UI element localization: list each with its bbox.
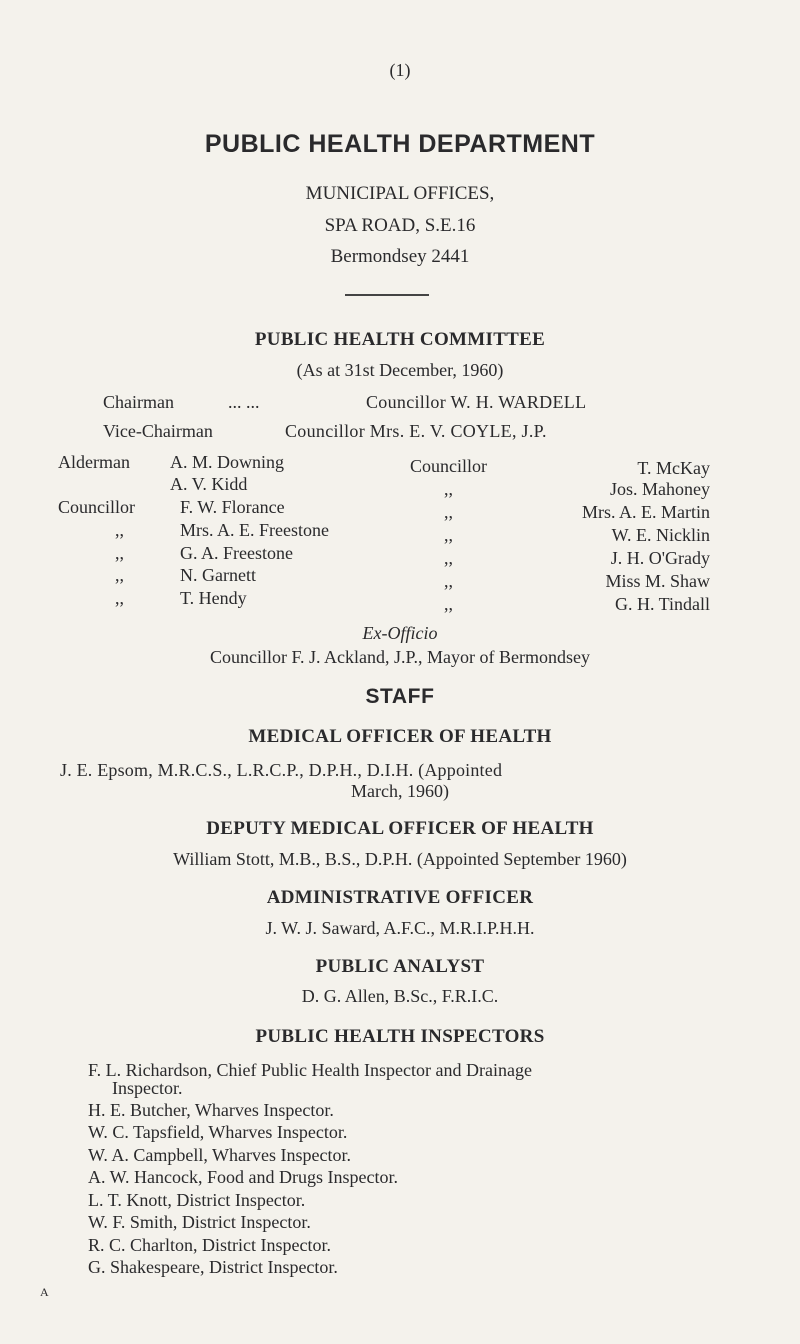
admin-officer-heading: ADMINISTRATIVE OFFICER xyxy=(266,887,534,908)
ex-officio-name: Councillor F. J. Ackland, J.P., Mayor of Bermondsey xyxy=(209,647,591,667)
admin-officer-name: J. W. J. Saward, A.F.C., M.R.I.P.H.H. xyxy=(265,918,535,938)
moh-name-line-2: March, 1960) xyxy=(351,781,449,801)
inspector-item: A. W. Hancock, Food and Drugs Inspector. xyxy=(88,1167,398,1187)
inspector-item: H. E. Butcher, Wharves Inspector. xyxy=(88,1100,334,1120)
member-name: J. H. O'Grady xyxy=(610,548,710,568)
inspector-item: L. T. Knott, District Inspector. xyxy=(88,1190,306,1210)
deputy-moh-heading: DEPUTY MEDICAL OFFICER OF HEALTH xyxy=(206,818,594,839)
member-prefix: Councillor xyxy=(410,456,487,476)
inspector-item: F. L. Richardson, Chief Public Health Inspector and Drainage xyxy=(88,1060,532,1080)
inspector-item: W. A. Campbell, Wharves Inspector. xyxy=(88,1145,351,1165)
member-prefix: ,, xyxy=(115,543,124,563)
member-prefix: ,, xyxy=(444,525,453,545)
chairman-name: Councillor W. H. WARDELL xyxy=(366,392,587,412)
public-analyst-name: D. G. Allen, B.Sc., F.R.I.C. xyxy=(301,986,499,1006)
member-name: Mrs. A. E. Freestone xyxy=(180,520,329,540)
inspectors-heading: PUBLIC HEALTH INSPECTORS xyxy=(255,1026,545,1047)
member-name: Mrs. A. E. Martin xyxy=(582,502,710,522)
member-name: N. Garnett xyxy=(180,565,256,585)
inspector-item: W. F. Smith, District Inspector. xyxy=(88,1212,311,1232)
staff-title: STAFF xyxy=(365,685,435,708)
member-prefix: ,, xyxy=(115,520,124,540)
member-prefix: ,, xyxy=(444,571,453,591)
vice-chairman-label: Vice-Chairman xyxy=(103,421,213,441)
member-prefix: Alderman xyxy=(58,452,130,472)
member-name: G. H. Tindall xyxy=(614,594,710,614)
inspector-item: G. Shakespeare, District Inspector. xyxy=(88,1257,338,1277)
chairman-label: Chairman xyxy=(103,392,174,412)
inspector-item: Inspector. xyxy=(112,1078,183,1098)
public-analyst-heading: PUBLIC ANALYST xyxy=(315,956,485,977)
member-name: W. E. Nicklin xyxy=(611,525,710,545)
address-line-1: MUNICIPAL OFFICES, xyxy=(305,183,495,204)
member-prefix: ,, xyxy=(115,565,124,585)
member-name: T. Hendy xyxy=(180,588,247,608)
member-name: G. A. Freestone xyxy=(180,543,293,563)
member-name: Jos. Mahoney xyxy=(610,479,710,499)
page-number: (1) xyxy=(389,60,411,80)
deputy-moh-name: William Stott, M.B., B.S., D.P.H. (Appointed September 1960) xyxy=(173,849,627,869)
address-line-2: SPA ROAD, S.E.16 xyxy=(324,215,476,236)
signature-mark: A xyxy=(40,1285,49,1299)
ex-officio-label: Ex-Officio xyxy=(362,623,438,643)
inspector-item: R. C. Charlton, District Inspector. xyxy=(88,1235,331,1255)
vice-chairman-name: Councillor Mrs. E. V. COYLE, J.P. xyxy=(285,421,547,441)
moh-heading: MEDICAL OFFICER OF HEALTH xyxy=(248,726,552,747)
member-prefix: ,, xyxy=(444,479,453,499)
phone-number: Bermondsey 2441 xyxy=(330,246,470,267)
member-name: T. McKay xyxy=(637,458,710,478)
committee-date: (As at 31st December, 1960) xyxy=(296,360,504,380)
member-prefix: Councillor xyxy=(58,497,135,517)
member-prefix: ,, xyxy=(444,548,453,568)
chairman-dots: ... ... xyxy=(228,392,260,412)
moh-name-line-1: J. E. Epsom, M.R.C.S., L.R.C.P., D.P.H., D.I.H. (Appointed xyxy=(60,760,503,780)
member-prefix: ,, xyxy=(115,588,124,608)
member-prefix: ,, xyxy=(444,502,453,522)
member-name: A. M. Downing xyxy=(170,452,285,472)
member-name: Miss M. Shaw xyxy=(605,571,710,591)
divider-rule xyxy=(345,294,429,296)
department-title: PUBLIC HEALTH DEPARTMENT xyxy=(204,130,596,158)
member-prefix: ,, xyxy=(444,594,453,614)
committee-title: PUBLIC HEALTH COMMITTEE xyxy=(254,329,546,350)
inspector-item: W. C. Tapsfield, Wharves Inspector. xyxy=(88,1122,348,1142)
member-name: F. W. Florance xyxy=(180,497,285,517)
member-name: A. V. Kidd xyxy=(170,474,248,494)
